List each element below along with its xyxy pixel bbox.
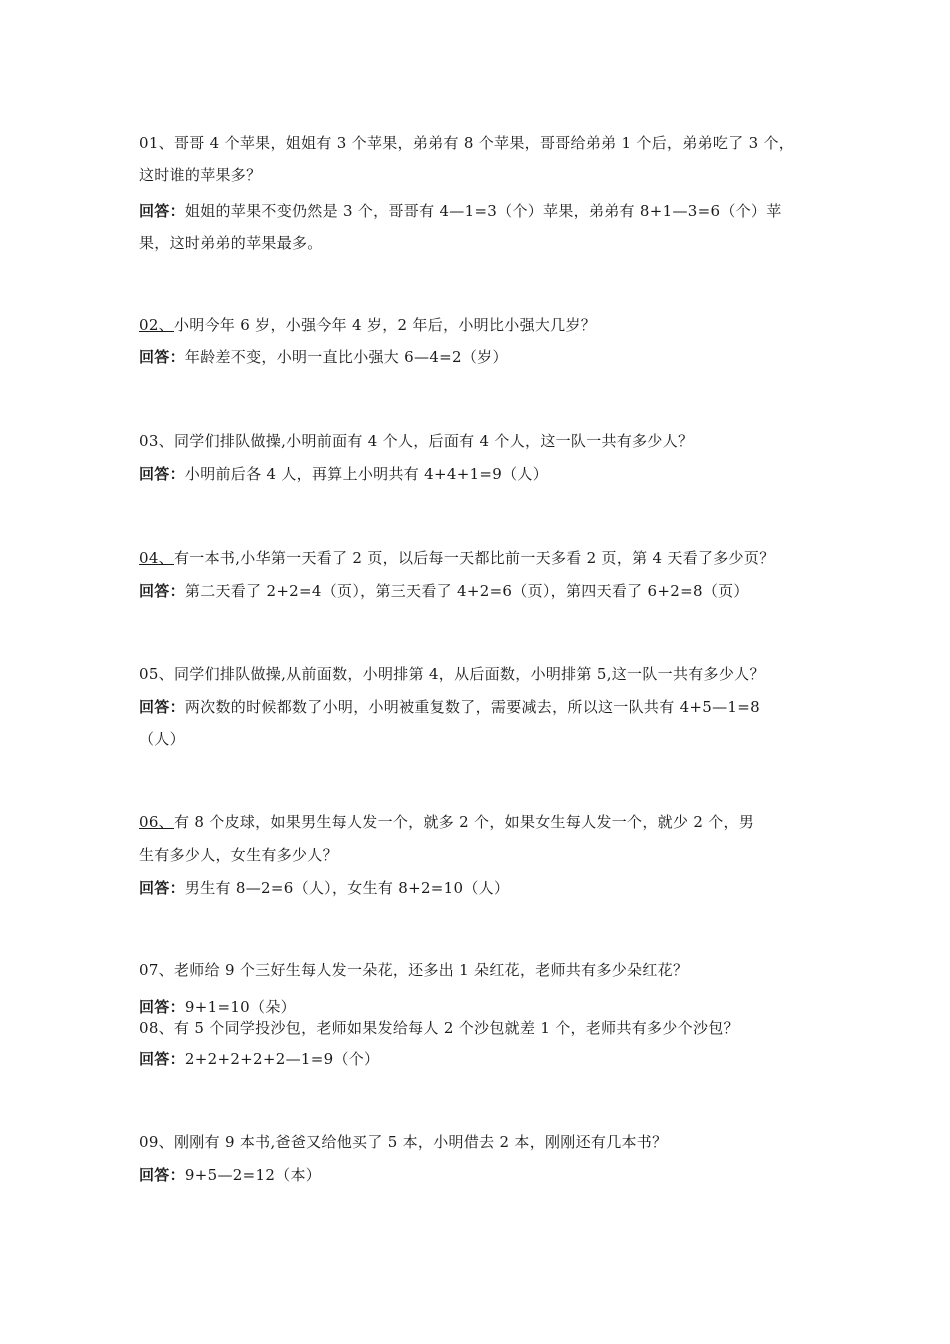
answer-text: 9+5—2=12（本） bbox=[184, 1166, 322, 1184]
answer-label: 回答： bbox=[139, 1166, 185, 1184]
question-number: 06、 bbox=[139, 813, 174, 831]
question-text: 老师给 9 个三好生每人发一朵花，还多出 1 朵红花，老师共有多少朵红花？ bbox=[174, 961, 689, 979]
question-text: 哥哥 4 个苹果，姐姐有 3 个苹果，弟弟有 8 个苹果，哥哥给弟弟 1 个后，弟弟吃了 3 个， bbox=[174, 134, 795, 152]
answer-label: 回答： bbox=[139, 1050, 185, 1068]
answer-label: 回答： bbox=[139, 879, 185, 897]
question-06-cont: 生有多少人，女生有多少人？ bbox=[139, 846, 338, 864]
answer-05 bbox=[139, 697, 839, 717]
answer-01-cont: 果，这时弟弟的苹果最多。 bbox=[139, 234, 323, 252]
answer-09 bbox=[139, 1165, 839, 1185]
question-01 bbox=[139, 133, 839, 153]
answer-07 bbox=[139, 997, 839, 1017]
question-number: 04、 bbox=[139, 549, 174, 567]
question-text: 小明今年 6 岁，小强今年 4 岁，2 年后，小明比小强大几岁？ bbox=[174, 316, 597, 334]
question-02 bbox=[139, 315, 839, 335]
question-text: 有一本书,小华第一天看了 2 页，以后每一天都比前一天多看 2 页，第 4 天看了多少页？ bbox=[174, 549, 775, 567]
answer-label: 回答： bbox=[139, 698, 185, 716]
answer-05-cont: （人） bbox=[139, 730, 185, 748]
answer-text: 两次数的时候都数了小明，小明被重复数了，需要减去，所以这一队共有 4+5—1=8 bbox=[184, 698, 760, 716]
question-number: 08、 bbox=[139, 1019, 174, 1037]
question-09 bbox=[139, 1132, 839, 1152]
question-text: 同学们排队做操,从前面数，小明排第 4，从后面数，小明排第 5,这一队一共有多少人？ bbox=[174, 665, 765, 683]
question-number: 03、 bbox=[139, 432, 174, 450]
question-text: 同学们排队做操,小明前面有 4 个人，后面有 4 个人，这一队一共有多少人？ bbox=[174, 432, 694, 450]
answer-01 bbox=[139, 201, 839, 221]
question-text: 有 5 个同学投沙包，老师如果发给每人 2 个沙包就差 1 个，老师共有多少个沙包？ bbox=[174, 1019, 739, 1037]
answer-label: 回答： bbox=[139, 998, 185, 1016]
question-03 bbox=[139, 431, 839, 451]
answer-02 bbox=[139, 347, 839, 367]
question-text: 刚刚有 9 本书,爸爸又给他买了 5 本，小明借去 2 本，刚刚还有几本书？ bbox=[174, 1133, 668, 1151]
question-number: 01、 bbox=[139, 134, 174, 152]
question-number: 02、 bbox=[139, 316, 174, 334]
answer-text: 姐姐的苹果不变仍然是 3 个，哥哥有 4—1=3（个）苹果，弟弟有 8+1—3=6（个）苹 bbox=[184, 202, 782, 220]
answer-06 bbox=[139, 878, 839, 898]
question-06 bbox=[139, 812, 839, 832]
question-08 bbox=[139, 1018, 839, 1038]
answer-04 bbox=[139, 581, 839, 601]
question-number: 05、 bbox=[139, 665, 174, 683]
answer-text: 9+1=10（朵） bbox=[184, 998, 296, 1016]
answer-text: 第二天看了 2+2=4（页），第三天看了 4+2=6（页），第四天看了 6+2=8（页） bbox=[184, 582, 749, 600]
answer-08 bbox=[139, 1049, 839, 1069]
question-01-cont: 这时谁的苹果多？ bbox=[139, 166, 262, 184]
question-07 bbox=[139, 960, 839, 980]
question-number: 09、 bbox=[139, 1133, 174, 1151]
answer-label: 回答： bbox=[139, 348, 185, 366]
answer-03 bbox=[139, 464, 839, 484]
answer-label: 回答： bbox=[139, 582, 185, 600]
answer-text: 小明前后各 4 人，再算上小明共有 4+4+1=9（人） bbox=[184, 465, 549, 483]
answer-text: 2+2+2+2+2—1=9（个） bbox=[184, 1050, 380, 1068]
answer-label: 回答： bbox=[139, 465, 185, 483]
answer-text: 年龄差不变，小明一直比小强大 6—4=2（岁） bbox=[184, 348, 508, 366]
answer-text: 男生有 8—2=6（人），女生有 8+2=10（人） bbox=[184, 879, 510, 897]
answer-label: 回答： bbox=[139, 202, 185, 220]
question-05 bbox=[139, 664, 839, 684]
question-04 bbox=[139, 548, 839, 568]
question-number: 07、 bbox=[139, 961, 174, 979]
question-text: 有 8 个皮球，如果男生每人发一个，就多 2 个，如果女生每人发一个，就少 2 个，男 bbox=[174, 813, 755, 831]
